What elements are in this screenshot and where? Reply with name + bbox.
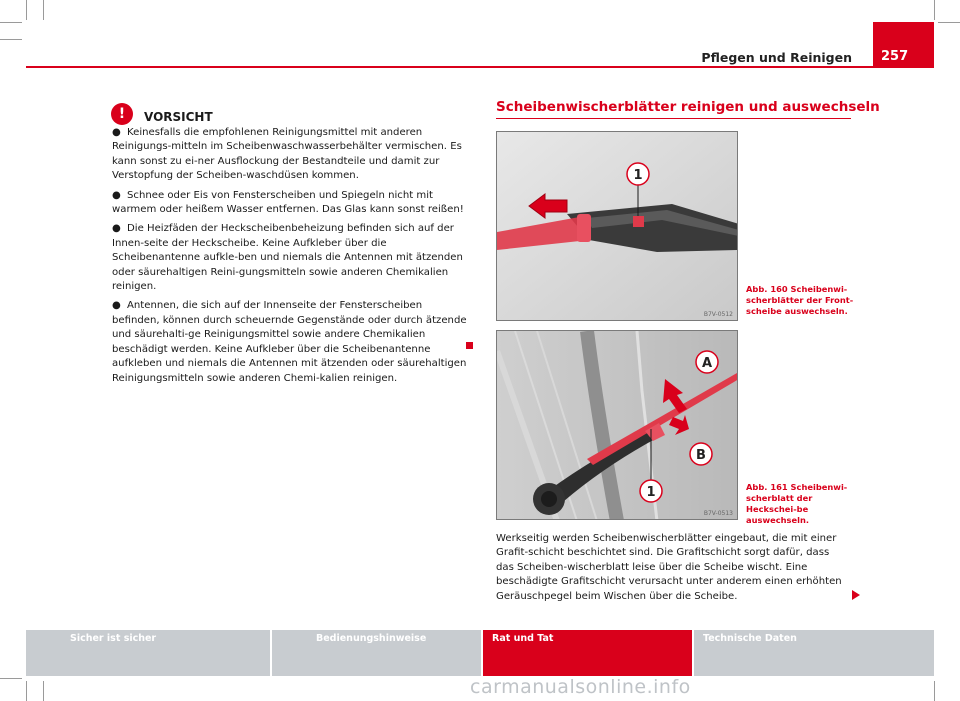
bullet-icon: ● bbox=[112, 223, 121, 235]
crop-mark bbox=[934, 681, 935, 701]
rear-wiper-illustration bbox=[497, 331, 738, 520]
figure-caption: Abb. 161 Scheibenwi-scherblatt der Heckschei-be auswechseln. bbox=[746, 482, 848, 525]
callout-label: B bbox=[696, 448, 706, 463]
exclamation-icon: ! bbox=[111, 103, 133, 125]
footer-tab-sicher[interactable]: Sicher ist sicher bbox=[26, 630, 270, 676]
bullet-icon: ● bbox=[112, 127, 121, 138]
crop-mark bbox=[26, 0, 27, 20]
bullet-icon: ● bbox=[112, 189, 121, 201]
crop-mark bbox=[0, 678, 22, 679]
figure-caption: Abb. 160 Scheibenwi-scherblätter der Front-scheibe auswechseln. bbox=[746, 284, 854, 316]
figure-rear-wiper bbox=[496, 330, 738, 520]
crop-mark bbox=[0, 22, 22, 23]
section-rule bbox=[496, 118, 851, 119]
callout-label: 1 bbox=[646, 485, 656, 500]
crop-mark bbox=[43, 681, 44, 701]
figure-code: B7V-0512 bbox=[703, 311, 733, 318]
section-title: Scheibenwischerblätter reinigen und auswechseln bbox=[496, 99, 880, 115]
list-item: ● Antennen, die sich auf der Innenseite der Fensterscheiben befinden, können durch scheuernde Gegenstände oder durch ätzende und säurehalti-ge Reinigungsmittel sowie andere Chemikalien beschädigt werden. Keine Aufkleber über die Scheibenantenne aufkleben und niemals die Antennen mit ätzenden oder säurehaltigen Reinigungsmitteln sowie anderen Chemi-kalien reinigen. bbox=[112, 300, 467, 384]
figure-code: B7V-0513 bbox=[703, 510, 733, 517]
page-number: 257 bbox=[881, 49, 909, 64]
bullet-icon: ● bbox=[112, 300, 121, 312]
list-item: ● Keinesfalls die empfohlenen Reinigungsmittel mit anderen Reinigungs-mitteln im Scheibenwaschwasserbehälter vermischen. Es kann sonst zu ei-ner Ausflockung der Bestandteile und damit zur Verstopfung der Scheiben-waschdüsen kommen. bbox=[112, 127, 462, 182]
body-text: Werkseitig werden Scheibenwischerblätter eingebaut, die mit einer Grafit-schicht beschichtet sind. Die Grafitschicht sorgt dafür, dass das Scheiben-wischerblatt leise über die Scheibe wischt. Eine beschädigte Grafitschicht verursacht unter anderem einen erhöhten Geräuschpegel beim Wischen über die Scheibe. bbox=[496, 533, 842, 602]
crop-mark bbox=[938, 22, 960, 23]
crop-mark bbox=[26, 681, 27, 701]
callout-label: A bbox=[701, 356, 713, 371]
caution-list bbox=[112, 126, 472, 391]
callout-label: 1 bbox=[633, 168, 643, 183]
crop-mark bbox=[934, 0, 935, 20]
page-number-tab bbox=[873, 22, 934, 68]
page-title: Pflegen und Reinigen bbox=[701, 50, 852, 65]
watermark: carmanualsonline.info bbox=[470, 676, 691, 698]
crop-mark bbox=[0, 39, 22, 40]
footer-tab-rat-und-tat[interactable]: Rat und Tat bbox=[483, 630, 692, 676]
footer-tab-technische-daten[interactable]: Technische Daten bbox=[694, 630, 934, 676]
figure-front-wiper bbox=[496, 131, 738, 321]
list-item: ● Schnee oder Eis von Fensterscheiben und Spiegeln nicht mit warmem oder heißem Wasser entfernen. Das Glas kann sonst reißen! bbox=[112, 189, 464, 216]
crop-mark bbox=[43, 0, 44, 20]
caution-heading bbox=[111, 103, 213, 125]
end-of-section-icon bbox=[466, 342, 473, 349]
continue-arrow-icon bbox=[852, 590, 860, 600]
list-item: ● Die Heizfäden der Heckscheibenbeheizung befinden sich auf der Innen-seite der Heckscheibe. Keine Aufkleber über die Scheibenantenne aufkle-ben und niemals die Antennen mit ätzenden oder säurehaltigen Reini-gungsmitteln sowie anderen Chemikalien reinigen. bbox=[112, 223, 463, 293]
header-rule bbox=[26, 66, 934, 68]
caution-label: VORSICHT bbox=[144, 110, 213, 124]
front-wiper-illustration bbox=[497, 132, 738, 321]
footer-tab-bedienung[interactable]: Bedienungshinweise bbox=[272, 630, 481, 676]
